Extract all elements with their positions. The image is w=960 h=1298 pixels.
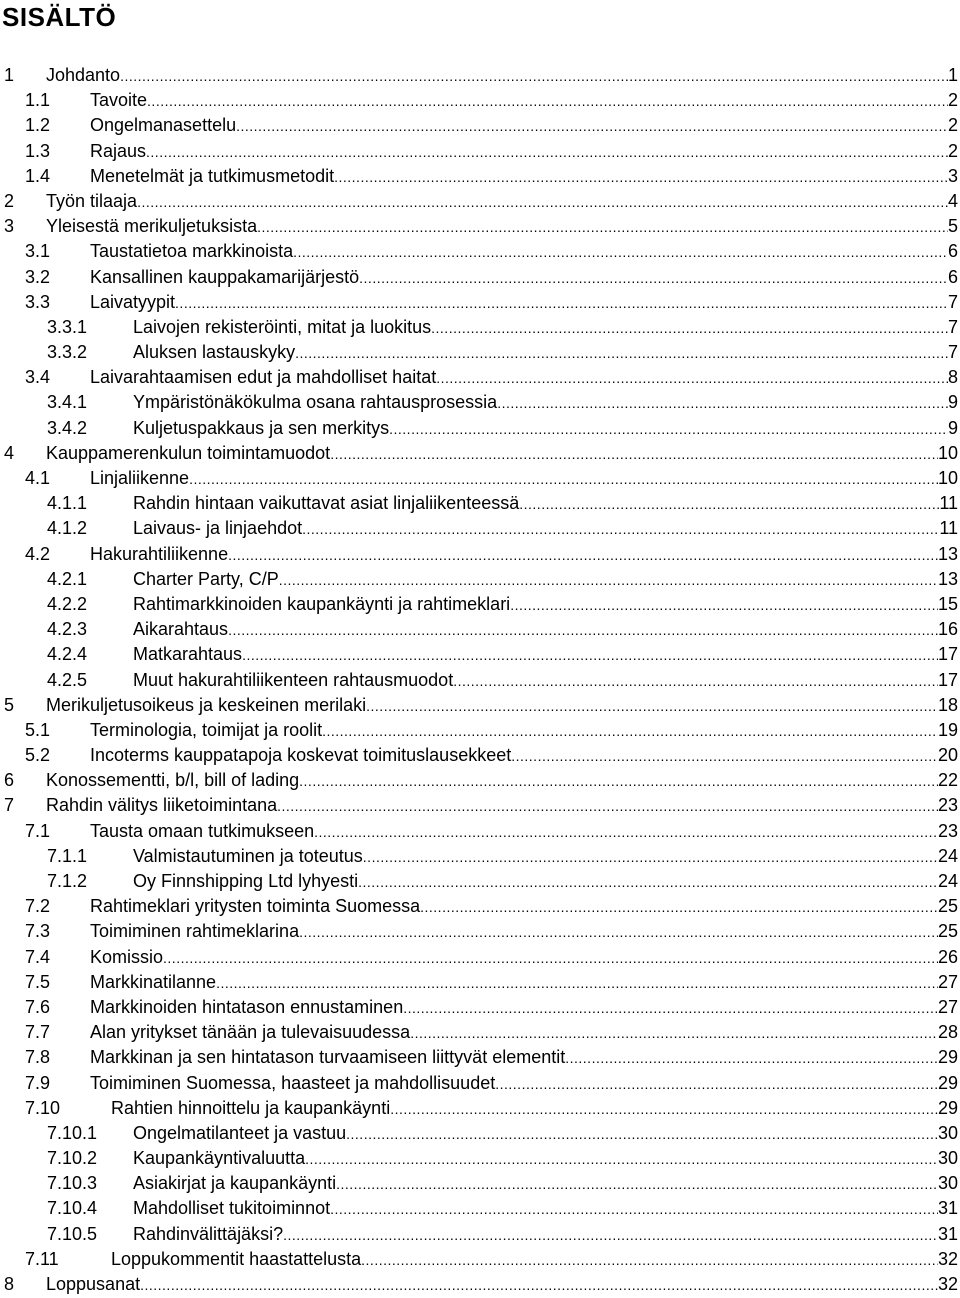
toc-entry-title: Valmistautuminen ja toteutus — [133, 845, 363, 866]
dot-leader — [216, 971, 938, 996]
dot-leader — [146, 140, 948, 165]
dot-leader — [358, 870, 938, 895]
dot-leader — [330, 1197, 938, 1222]
dot-leader — [242, 643, 938, 668]
toc-entry[interactable] — [0, 466, 958, 491]
toc-entry-number: 3.1 — [25, 241, 51, 262]
toc-entry-page: 9 — [947, 392, 958, 413]
dot-leader — [299, 769, 938, 794]
toc-entry-number: 3.3 — [25, 291, 51, 312]
toc-entry[interactable] — [0, 365, 958, 390]
toc-entry[interactable] — [0, 340, 958, 365]
toc-entry-title: Markkinan ja sen hintatason turvaamiseen liittyvät elementit — [90, 1047, 566, 1068]
toc-entry-number: 7.1.1 — [47, 845, 88, 866]
toc-entry[interactable] — [0, 1196, 958, 1221]
toc-entry-page: 20 — [937, 745, 958, 766]
toc-entry-title: Rahdin välitys liiketoimintana — [46, 795, 278, 816]
toc-entry-number: 3.3.1 — [47, 316, 88, 337]
toc-entry[interactable] — [0, 214, 958, 239]
toc-entry-number: 7.3 — [25, 921, 51, 942]
dot-leader — [519, 492, 939, 517]
toc-entry-page: 29 — [937, 1047, 958, 1068]
toc-entry-page: 13 — [937, 543, 958, 564]
toc-entry-page: 13 — [937, 568, 958, 589]
toc-entry-title: Ongelmanasettelu — [90, 115, 237, 136]
toc-entry-page: 9 — [947, 417, 958, 438]
dot-leader — [431, 316, 948, 341]
toc-entry-number: 7.10.3 — [47, 1173, 98, 1194]
toc-entry[interactable] — [0, 945, 958, 970]
toc-entry-page: 23 — [937, 820, 958, 841]
toc-entry-page: 1 — [947, 65, 958, 85]
toc-entry[interactable] — [0, 995, 958, 1020]
toc-entry-title: Rahdinvälittäjäksi? — [133, 1223, 284, 1244]
toc-entry-title: Charter Party, C/P — [133, 568, 279, 589]
dot-leader — [279, 568, 938, 593]
dot-leader — [299, 920, 938, 945]
toc-entry[interactable] — [0, 113, 958, 138]
dot-leader — [175, 291, 948, 316]
toc-entry-title: Matkarahtaus — [133, 644, 243, 665]
toc-entry-page: 7 — [947, 342, 958, 363]
toc-entry-page: 32 — [937, 1248, 958, 1269]
toc-entry-number: 7.11 — [25, 1248, 59, 1269]
dot-leader — [322, 719, 938, 744]
toc-entry[interactable] — [0, 1247, 958, 1272]
toc-entry-title: Komissio — [90, 946, 164, 967]
toc-entry[interactable] — [0, 416, 958, 441]
dot-leader — [257, 215, 948, 240]
toc-entry-number: 4 — [4, 442, 15, 463]
toc-entry-title: Laivaus- ja linjaehdot — [133, 518, 303, 539]
toc-entry-number: 7.2 — [25, 896, 51, 917]
toc-entry[interactable] — [0, 970, 958, 995]
dot-leader — [137, 190, 948, 215]
toc-entry[interactable] — [0, 894, 958, 919]
toc-entry-title: Johdanto — [46, 65, 121, 85]
toc-entry-page: 26 — [937, 946, 958, 967]
toc-entry[interactable] — [0, 642, 958, 667]
toc-entry[interactable] — [0, 63, 958, 88]
toc-entry[interactable] — [0, 164, 958, 189]
toc-entry-number: 7.4 — [25, 946, 51, 967]
toc-entry-page: 8 — [947, 367, 958, 388]
toc-entry-page: 30 — [937, 1148, 958, 1169]
toc-entry-title: Toimiminen Suomessa, haasteet ja mahdollisuudet — [90, 1072, 496, 1093]
toc-entry[interactable] — [0, 1020, 958, 1045]
dot-leader — [334, 165, 948, 190]
toc-entry-title: Loppusanat — [46, 1274, 141, 1294]
toc-entry-number: 1.1 — [25, 90, 51, 111]
toc-entry-page: 24 — [937, 845, 958, 866]
toc-entry-page: 28 — [937, 1022, 958, 1043]
toc-entry-title: Tausta omaan tutkimukseen — [90, 820, 315, 841]
toc-entry-number: 7.10 — [25, 1097, 61, 1118]
toc-entry-page: 2 — [947, 140, 958, 161]
toc-entry-number: 7.9 — [25, 1072, 51, 1093]
dot-leader — [390, 1097, 938, 1122]
toc-entry[interactable] — [0, 1096, 958, 1121]
toc-entry[interactable] — [0, 315, 958, 340]
toc-entry-number: 4.2.5 — [47, 669, 88, 690]
toc-entry-number: 4.1.2 — [47, 518, 88, 539]
toc-entry[interactable] — [0, 516, 958, 541]
toc-entry[interactable] — [0, 919, 958, 944]
toc-entry-number: 1.3 — [25, 140, 51, 161]
toc-entry[interactable] — [0, 819, 958, 844]
toc-entry[interactable] — [0, 693, 958, 718]
toc-entry-page: 19 — [937, 719, 958, 740]
toc-entry[interactable] — [0, 265, 958, 290]
dot-leader — [363, 845, 938, 870]
toc-entry[interactable] — [0, 390, 958, 415]
toc-entry-number: 1.2 — [25, 115, 51, 136]
toc-entry-number: 3.4 — [25, 367, 51, 388]
toc-entry[interactable] — [0, 290, 958, 315]
toc-entry-number: 3.3.2 — [47, 342, 88, 363]
toc-entry-title: Työn tilaaja — [46, 190, 138, 211]
toc-entry-page: 11 — [939, 493, 958, 514]
toc-entry[interactable] — [0, 869, 958, 894]
toc-entry-title: Laivarahtaamisen edut ja mahdolliset haitat — [90, 367, 437, 388]
toc-entry-page: 29 — [937, 1097, 958, 1118]
toc-entry-number: 7.1 — [25, 820, 51, 841]
toc-entry-number: 1 — [4, 65, 15, 85]
dot-leader — [305, 1147, 938, 1172]
toc-entry-number: 7.10.5 — [47, 1223, 98, 1244]
toc-entry-page: 10 — [937, 468, 958, 488]
toc-entry[interactable] — [0, 1272, 958, 1297]
toc-entry-title: Konossementti, b/l, bill of lading — [46, 770, 300, 791]
toc-entry-title: Rahtimarkkinoiden kaupankäynti ja rahtimeklari — [133, 593, 511, 614]
dot-leader — [366, 694, 938, 719]
toc-entry-title: Rajaus — [90, 140, 147, 161]
toc-entry-title: Toimiminen rahtimeklarina — [90, 921, 300, 942]
toc-entry-page: 30 — [937, 1122, 958, 1143]
toc-entry-title: Rahtien hinnoittelu ja kaupankäynti — [111, 1097, 391, 1118]
toc-entry-number: 5.2 — [25, 745, 51, 766]
toc-entry-page: 7 — [947, 316, 958, 337]
toc-entry-title: Rahtimeklari yritysten toiminta Suomessa — [90, 896, 421, 917]
toc-entry[interactable] — [0, 793, 958, 818]
toc-entry-title: Incoterms kauppatapoja koskevat toimituslausekkeet — [90, 745, 512, 766]
toc-entry-title: Kansallinen kauppakamarijärjestö — [90, 266, 360, 287]
toc-entry-page: 5 — [947, 216, 958, 237]
toc-entry-title: Markkinoiden hintatason ennustaminen — [90, 996, 404, 1017]
toc-entry-page: 17 — [937, 669, 958, 690]
toc-entry-title: Ympäristönäkökulma osana rahtausprosessia — [133, 392, 498, 413]
toc-entry-page: 6 — [947, 241, 958, 262]
toc-entry-title: Kuljetuspakkaus ja sen merkitys — [133, 417, 390, 438]
toc-entry-page: 31 — [937, 1223, 958, 1244]
dot-leader — [163, 946, 938, 971]
toc-entry-number: 4.2.2 — [47, 593, 88, 614]
toc-entry-page: 24 — [937, 871, 958, 891]
toc-entry-number: 3 — [4, 216, 15, 237]
toc-entry-page: 11 — [939, 518, 958, 539]
table-of-contents — [0, 63, 958, 1297]
toc-entry[interactable] — [0, 491, 958, 516]
toc-entry[interactable] — [0, 567, 958, 592]
dot-leader — [293, 240, 948, 265]
dot-leader — [314, 820, 938, 845]
dot-leader — [330, 442, 938, 467]
toc-entry[interactable] — [0, 189, 958, 214]
toc-entry-page: 27 — [937, 996, 958, 1017]
toc-entry-page: 16 — [937, 619, 958, 640]
dot-leader — [359, 266, 948, 291]
toc-entry-number: 3.2 — [25, 266, 51, 287]
toc-entry-number: 7 — [4, 795, 15, 816]
toc-entry-page: 3 — [947, 165, 958, 186]
dot-leader — [510, 593, 938, 618]
dot-leader — [436, 366, 948, 391]
toc-entry[interactable] — [0, 1146, 958, 1171]
toc-entry-number: 4.2 — [25, 543, 51, 564]
toc-entry[interactable] — [0, 88, 958, 113]
toc-entry-number: 7.6 — [25, 996, 51, 1017]
dot-leader — [336, 1172, 938, 1197]
dot-leader — [565, 1046, 938, 1071]
toc-entry-title: Linjaliikenne — [90, 468, 190, 488]
dot-leader — [236, 114, 948, 139]
toc-entry-title: Loppukommentit haastattelusta — [111, 1248, 362, 1269]
toc-entry[interactable] — [0, 1121, 958, 1146]
dot-leader — [495, 1072, 938, 1097]
toc-entry-title: Laivatyypit — [90, 291, 176, 312]
dot-leader — [295, 341, 948, 366]
dot-leader — [420, 895, 938, 920]
toc-entry[interactable] — [0, 768, 958, 793]
dot-leader — [302, 517, 939, 542]
toc-entry-number: 7.10.4 — [47, 1198, 98, 1219]
toc-entry-number: 7.1.2 — [47, 871, 88, 891]
toc-entry-page: 32 — [937, 1274, 958, 1294]
toc-entry-title: Hakurahtiliikenne — [90, 543, 229, 564]
toc-entry-page: 18 — [937, 694, 958, 715]
toc-entry[interactable] — [0, 139, 958, 164]
toc-entry-number: 7.8 — [25, 1047, 51, 1068]
toc-entry-title: Yleisestä merikuljetuksista — [46, 216, 258, 237]
toc-entry-page: 23 — [937, 795, 958, 816]
toc-entry[interactable] — [0, 718, 958, 743]
toc-entry-page: 25 — [937, 921, 958, 942]
dot-leader — [403, 996, 938, 1021]
toc-entry-title: Terminologia, toimijat ja roolit — [90, 719, 323, 740]
dot-leader — [497, 391, 948, 416]
toc-entry-number: 7.5 — [25, 971, 51, 992]
dot-leader — [140, 1273, 938, 1298]
toc-entry[interactable] — [0, 542, 958, 567]
toc-entry[interactable] — [0, 1171, 958, 1196]
toc-entry-number: 3.4.2 — [47, 417, 88, 438]
toc-entry-page: 10 — [937, 442, 958, 463]
toc-entry-page: 22 — [937, 770, 958, 791]
dot-leader — [453, 669, 938, 694]
toc-entry-number: 3.4.1 — [47, 392, 88, 413]
toc-entry[interactable] — [0, 592, 958, 617]
toc-entry[interactable] — [0, 844, 958, 869]
dot-leader — [346, 1122, 938, 1147]
dot-leader — [189, 467, 938, 492]
toc-entry-title: Muut hakurahtiliikenteen rahtausmuodot — [133, 669, 454, 690]
toc-entry-title: Kaupankäyntivaluutta — [133, 1148, 306, 1169]
toc-entry-number: 4.1.1 — [47, 493, 88, 514]
toc-entry-page: 7 — [947, 291, 958, 312]
toc-entry-number: 1.4 — [25, 165, 51, 186]
toc-entry-title: Aluksen lastauskyky — [133, 342, 296, 363]
toc-entry-number: 4.1 — [25, 468, 51, 488]
toc-entry-number: 7.10.1 — [47, 1122, 98, 1143]
page-title: SISÄLTÖ — [2, 2, 117, 32]
toc-entry-title: Rahdin hintaan vaikuttavat asiat linjaliikenteessä — [133, 493, 520, 514]
toc-entry-number: 6 — [4, 770, 15, 791]
toc-entry-number: 4.2.1 — [47, 568, 88, 589]
toc-entry-page: 4 — [947, 190, 958, 211]
dot-leader — [120, 64, 948, 89]
toc-entry[interactable] — [0, 1071, 958, 1096]
toc-entry-title: Aikarahtaus — [133, 619, 229, 640]
toc-entry-page: 6 — [947, 266, 958, 287]
toc-entry-number: 7.7 — [25, 1022, 51, 1043]
dot-leader — [228, 543, 938, 568]
toc-entry[interactable] — [0, 1222, 958, 1247]
toc-entry-title: Menetelmät ja tutkimusmetodit — [90, 165, 335, 186]
toc-entry-page: 17 — [937, 644, 958, 665]
toc-entry-page: 31 — [937, 1198, 958, 1219]
dot-leader — [361, 1248, 938, 1273]
toc-entry-title: Tavoite — [90, 90, 148, 111]
toc-entry-title: Mahdolliset tukitoiminnot — [133, 1198, 331, 1219]
toc-entry-title: Asiakirjat ja kaupankäynti — [133, 1173, 337, 1194]
toc-entry-number: 2 — [4, 190, 15, 211]
toc-entry-title: Laivojen rekisteröinti, mitat ja luokitus — [133, 316, 432, 337]
toc-entry-page: 2 — [947, 90, 958, 111]
dot-leader — [277, 794, 938, 819]
toc-entry-page: 29 — [937, 1072, 958, 1093]
toc-entry-title: Ongelmatilanteet ja vastuu — [133, 1122, 347, 1143]
toc-entry-page: 2 — [947, 115, 958, 136]
toc-entry[interactable] — [0, 1045, 958, 1070]
toc-entry-number: 4.2.4 — [47, 644, 88, 665]
toc-entry[interactable] — [0, 239, 958, 264]
dot-leader — [511, 744, 938, 769]
toc-entry-page: 25 — [937, 896, 958, 917]
toc-entry-title: Merikuljetusoikeus ja keskeinen merilaki — [46, 694, 367, 715]
toc-entry-page: 15 — [937, 593, 958, 614]
toc-entry-title: Oy Finnshipping Ltd lyhyesti — [133, 871, 359, 891]
toc-entry-number: 7.10.2 — [47, 1148, 98, 1169]
dot-leader — [283, 1223, 938, 1248]
toc-entry-number: 5.1 — [25, 719, 51, 740]
dot-leader — [147, 89, 948, 114]
toc-entry-title: Alan yritykset tänään ja tulevaisuudessa — [90, 1022, 411, 1043]
dot-leader — [389, 417, 948, 442]
dot-leader — [228, 618, 938, 643]
toc-entry-number: 5 — [4, 694, 15, 715]
dot-leader — [410, 1021, 938, 1046]
toc-entry-page: 30 — [937, 1173, 958, 1194]
toc-entry-title: Taustatietoa markkinoista — [90, 241, 294, 262]
toc-entry[interactable] — [0, 743, 958, 768]
toc-entry[interactable] — [0, 668, 958, 693]
toc-entry-title: Kauppamerenkulun toimintamuodot — [46, 442, 331, 463]
toc-entry-number: 4.2.3 — [47, 619, 88, 640]
toc-entry-number: 8 — [4, 1274, 15, 1294]
toc-entry[interactable] — [0, 617, 958, 642]
toc-entry-page: 27 — [937, 971, 958, 992]
toc-entry-title: Markkinatilanne — [90, 971, 217, 992]
toc-entry[interactable] — [0, 441, 958, 466]
